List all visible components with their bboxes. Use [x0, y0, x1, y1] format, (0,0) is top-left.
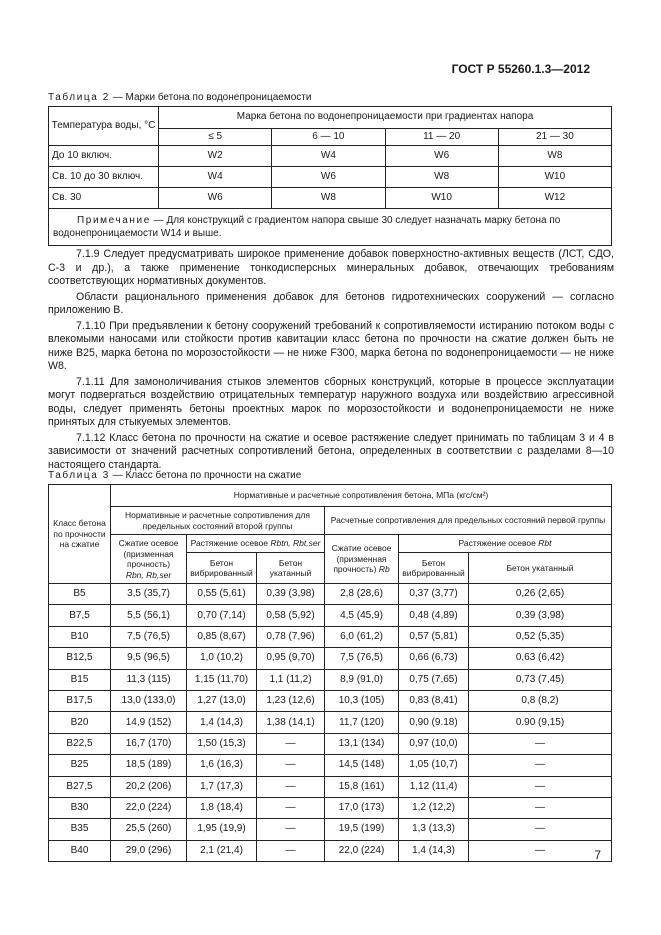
table2-gradient-header: 21 — 30: [498, 129, 611, 146]
table3-cell: 0,48 (4,89): [399, 605, 469, 626]
paragraph: 7.1.12 Класс бетона по прочности на сжатие и осевое растяжение следует принимать по таблицам 3 и 4 в зависимости от значений расчетных сопротивлений бетона, определенных в соответствии с разделами 8—10 настоящего стандарта.: [48, 431, 614, 471]
table3-cell: 0,75 (7,65): [399, 669, 469, 690]
paragraph: 7.1.11 Для замоноличивания стыков элементов сборных конструкций, которые в процессе эксплуатации могут подвергаться воздействию отрицательных температур наружного воздуха или воздействию агрессивной воды, следует применять бетоны проектных марок по морозостойкости и водонепроницаемости не ниже принятых для стыкуемых элементов.: [48, 375, 614, 428]
table3-cell: 0,63 (6,42): [469, 648, 612, 669]
table2-gradient-header: 11 — 20: [385, 129, 498, 146]
table3-compress-calc-header: [325, 535, 399, 584]
table2-note: [49, 209, 612, 246]
tension-calc-symbol: Rbt: [538, 538, 552, 549]
table3-group1-header: Расчетные сопротивления для предельных состояний первой группы: [325, 507, 612, 535]
table3-class-cell: В35: [49, 819, 111, 840]
table2-cell: W4: [159, 167, 272, 188]
table3-cell: 0,55 (5,61): [187, 584, 257, 605]
compress-calc-text: Сжатие осевое (призменная прочность): [331, 543, 392, 575]
table3-vibrated-header: Бетон вибрированный: [187, 553, 257, 584]
table2-gradient-header: ≤ 5: [159, 129, 272, 146]
table2-note-text: — Для конструкций с градиентом напора свыше 30 следует назначать марку бетона по водонепроницаемости W14 и выше.: [53, 215, 561, 239]
table3-cell: 4,5 (45,9): [325, 605, 399, 626]
table2-row-label: До 10 включ.: [49, 146, 159, 167]
table3-cell: 22,0 (224): [111, 797, 187, 818]
table3-class-cell: В40: [49, 840, 111, 861]
table2-caption-prefix: Таблица 2: [48, 92, 110, 103]
table2-cell: W10: [385, 188, 498, 209]
table3-cell: 0,37 (3,77): [399, 584, 469, 605]
table3-cell: 25,5 (260): [111, 819, 187, 840]
table3-cell: 8,9 (91,0): [325, 669, 399, 690]
table3-cell: 10,3 (105): [325, 690, 399, 711]
table3-cell: —: [257, 755, 325, 776]
table3-tension-ser-header: [187, 535, 325, 553]
table-row: [49, 819, 612, 840]
table3-cell: 1,8 (18,4): [187, 797, 257, 818]
table3-cell: 1,3 (13,3): [399, 819, 469, 840]
table3-cell: 1,4 (14,3): [399, 840, 469, 861]
document-header: ГОСТ Р 55260.1.3—2012: [451, 62, 590, 76]
table2-row-label: Св. 10 до 30 включ.: [49, 167, 159, 188]
table3-cell: 0,58 (5,92): [257, 605, 325, 626]
table3-cell: 17,0 (173): [325, 797, 399, 818]
table3-top-header: Нормативные и расчетные сопротивления бетона, МПа (кгс/см²): [111, 485, 612, 507]
table3-cell: 2,1 (21,4): [187, 840, 257, 861]
table3-caption-prefix: Таблица 3: [48, 470, 110, 481]
table3-class-cell: В25: [49, 755, 111, 776]
table2-temperature-header: Температура воды, °С: [49, 107, 159, 146]
table3-cell: 1,6 (16,3): [187, 755, 257, 776]
table-row: [49, 840, 612, 861]
table3-cell: 11,3 (115): [111, 669, 187, 690]
table3-cell: 1,23 (12,6): [257, 690, 325, 711]
table3-cell: 0,95 (9,70): [257, 648, 325, 669]
table-row: [49, 797, 612, 818]
table2-cell: W12: [498, 188, 611, 209]
table3-cell: 0,57 (5,81): [399, 626, 469, 647]
table3-cell: 1,05 (10,7): [399, 755, 469, 776]
table-row: [49, 146, 612, 167]
table3-cell: 1,12 (11,4): [399, 776, 469, 797]
table3-cell: 1,2 (12,2): [399, 797, 469, 818]
table3-cell: 5,5 (56,1): [111, 605, 187, 626]
table3-caption: [48, 470, 301, 481]
table3-class-cell: В30: [49, 797, 111, 818]
table-row: [49, 648, 612, 669]
table2-cell: W8: [385, 167, 498, 188]
table3-cell: 0,85 (8,67): [187, 626, 257, 647]
tension-ser-symbols: Rbtn, Rbt,ser: [270, 538, 321, 549]
table3-cell: 7,5 (76,5): [111, 626, 187, 647]
table3-cell: 9,5 (96,5): [111, 648, 187, 669]
table3-cell: 0,66 (6,73): [399, 648, 469, 669]
paragraph: 7.1.10 При предъявлении к бетону сооружений требований к сопротивляемости истиранию потоком воды с влекомыми наносами или стойкости против кавитации класс бетона по прочности на сжатие должен быть не ниже В25, марка бетона по морозостойкости — не ниже F300, марка бетона по водонепроницаемости — не ниже W8.: [48, 319, 614, 372]
table3-class-header: Класс бетона по прочности на сжатие: [49, 485, 111, 584]
table3-cell: 1,38 (14,1): [257, 712, 325, 733]
table2-note-prefix: Примечание: [77, 215, 151, 226]
table3-body: [49, 584, 612, 862]
table3-cell: 3,5 (35,7): [111, 584, 187, 605]
table2-caption-text: — Марки бетона по водонепроницаемости: [109, 92, 312, 103]
table2-row-label: Св. 30: [49, 188, 159, 209]
table3-cell: 0,39 (3,98): [257, 584, 325, 605]
table3-class-cell: В22,5: [49, 733, 111, 754]
table-row: [49, 755, 612, 776]
table3-cell: 0,52 (5,35): [469, 626, 612, 647]
table2-cell: W8: [498, 146, 611, 167]
table3-cell: —: [469, 776, 612, 797]
table3-cell: 0,90 (9.18): [399, 712, 469, 733]
table3-tension-calc-header: [399, 535, 612, 553]
table-row: [49, 584, 612, 605]
table2-cell: W6: [159, 188, 272, 209]
tension-ser-text: Растяжение осевое: [190, 538, 268, 549]
body-text: [48, 248, 614, 474]
table3-cell: 1,7 (17,3): [187, 776, 257, 797]
table2-cell: W4: [272, 146, 385, 167]
table3-cell: —: [469, 819, 612, 840]
table3-cell: —: [469, 755, 612, 776]
table3-cell: —: [257, 797, 325, 818]
table-row: [49, 605, 612, 626]
compress-calc-symbol: Rb: [378, 564, 390, 575]
table3-cell: 0.90 (9,15): [469, 712, 612, 733]
table3-cell: —: [257, 733, 325, 754]
table3-compress-ser-header: [111, 535, 187, 584]
table3-cell: 16,7 (170): [111, 733, 187, 754]
table-row: [49, 690, 612, 711]
table-row: [49, 167, 612, 188]
table3-cell: 1,95 (19,9): [187, 819, 257, 840]
paragraph: Области рационального применения добавок для бетонов гидротехнических сооружений — согласно приложению В.: [48, 290, 614, 316]
table3-class-cell: В10: [49, 626, 111, 647]
table3-cell: 14,9 (152): [111, 712, 187, 733]
table3-cell: —: [469, 840, 612, 861]
table3-cell: 1,4 (14,3): [187, 712, 257, 733]
table3-class-cell: В7,5: [49, 605, 111, 626]
table3-cell: 22,0 (224): [325, 840, 399, 861]
table3-cell: 0,39 (3,98): [469, 605, 612, 626]
table3-cell: —: [469, 733, 612, 754]
table3-cell: 1,27 (13,0): [187, 690, 257, 711]
table-row: [49, 669, 612, 690]
table3-cell: 0,73 (7,45): [469, 669, 612, 690]
table3-cell: 1,50 (15,3): [187, 733, 257, 754]
compress-ser-text: Сжатие осевое (призменная прочность): [118, 538, 179, 569]
table2-cell: W10: [498, 167, 611, 188]
table2-cell: W2: [159, 146, 272, 167]
table2-group-header: Марка бетона по водонепроницаемости при градиентах напора: [159, 107, 612, 129]
table-row: [49, 776, 612, 797]
table2-cell: W6: [272, 167, 385, 188]
table3-class-cell: В17,5: [49, 690, 111, 711]
table3-cell: 14,5 (148): [325, 755, 399, 776]
table3-cell: —: [257, 819, 325, 840]
table3-cell: 0,78 (7,96): [257, 626, 325, 647]
table3-cell: 0,97 (10,0): [399, 733, 469, 754]
table3-class-cell: В20: [49, 712, 111, 733]
table3-cell: 18,5 (189): [111, 755, 187, 776]
table3-cell: 0,70 (7,14): [187, 605, 257, 626]
table3-cell: 20,2 (206): [111, 776, 187, 797]
table-row: [49, 733, 612, 754]
table-row: [49, 188, 612, 209]
table3-class-cell: В5: [49, 584, 111, 605]
table3-cell: 6,0 (61,2): [325, 626, 399, 647]
table3: [48, 484, 612, 862]
table3-rammed-header: Бетон укатанный: [469, 553, 612, 584]
table3-cell: 15,8 (161): [325, 776, 399, 797]
table3-cell: —: [469, 797, 612, 818]
table3-cell: 29,0 (296): [111, 840, 187, 861]
table2-cell: W6: [385, 146, 498, 167]
table3-cell: 19,5 (199): [325, 819, 399, 840]
table3-caption-text: — Класс бетона по прочности на сжатие: [109, 470, 302, 481]
table2-cell: W8: [272, 188, 385, 209]
table3-cell: 7,5 (76,5): [325, 648, 399, 669]
table-row: [49, 712, 612, 733]
tension-calc-text: Растяжение осевое: [458, 538, 536, 549]
table3-cell: 1,15 (11,70): [187, 669, 257, 690]
table3-cell: 1,1 (11,2): [257, 669, 325, 690]
compress-ser-symbols: Rbn, Rb,ser: [125, 569, 172, 580]
table3-cell: 0,26 (2,65): [469, 584, 612, 605]
table3-class-cell: В12,5: [49, 648, 111, 669]
table3-cell: 0,8 (8,2): [469, 690, 612, 711]
table3-cell: —: [257, 776, 325, 797]
table2: [48, 106, 612, 246]
table3-class-cell: В15: [49, 669, 111, 690]
table3-group2-header: Нормативные и расчетные сопротивления для предельных состояний второй группы: [111, 507, 325, 535]
table2-caption: [48, 92, 311, 103]
paragraph: 7.1.9 Следует предусматривать широкое применение добавок поверхностно-активных веществ (ЛСТ, СДО, С-3 и др.), а также применение тонкодисперсных минеральных добавок, отвечающих требованиям соответствующих нормативных документов.: [48, 248, 614, 287]
table3-rammed-header: Бетон укатанный: [257, 553, 325, 584]
page-number: 7: [594, 848, 601, 862]
table3-cell: 0,83 (8,41): [399, 690, 469, 711]
table-row: [49, 626, 612, 647]
table3-cell: 2,8 (28,6): [325, 584, 399, 605]
table3-class-cell: В27,5: [49, 776, 111, 797]
table3-cell: 13,0 (133,0): [111, 690, 187, 711]
table3-vibrated-header: Бетон вибрированный: [399, 553, 469, 584]
table3-cell: 1,0 (10,2): [187, 648, 257, 669]
table3-cell: 13,1 (134): [325, 733, 399, 754]
table3-cell: 11,7 (120): [325, 712, 399, 733]
table2-gradient-header: 6 — 10: [272, 129, 385, 146]
table3-cell: —: [257, 840, 325, 861]
